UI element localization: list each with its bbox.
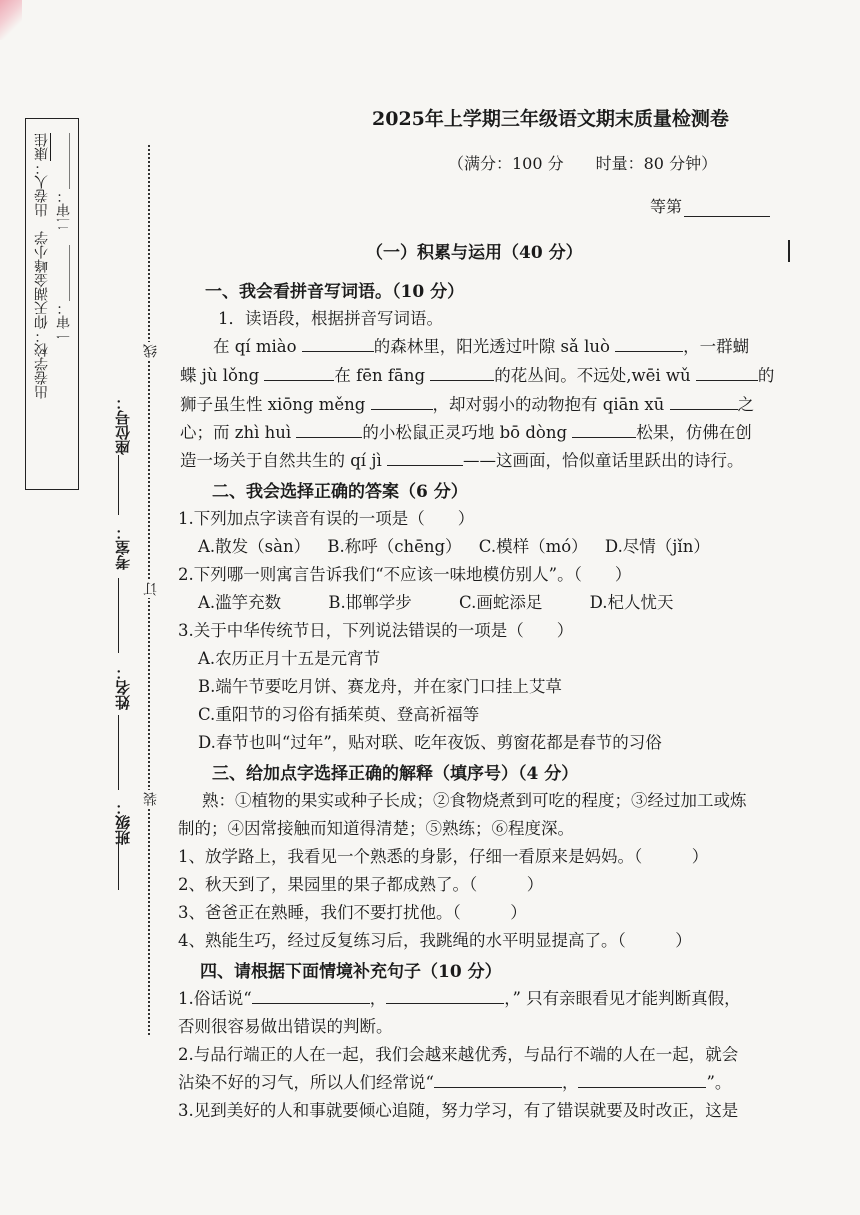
question-4-1-cont: 否则很容易做出错误的判断。 bbox=[178, 1017, 393, 1036]
binding-mark-seal: 装 bbox=[143, 792, 159, 806]
answer-blank[interactable] bbox=[264, 366, 334, 381]
question-3-2: 2、秋天到了，果园里的果子都成熟了。（ ） bbox=[178, 875, 544, 894]
question-2-2: 2.下列哪一则寓言告诉我们“不应该一味地模仿别人”。（ ） bbox=[178, 565, 632, 584]
exam-subtitle: （满分：100 分 时量：80 分钟） bbox=[448, 154, 718, 173]
question-3-3: 3、爸爸正在熟睡，我们不要打扰他。（ ） bbox=[178, 903, 527, 922]
question-4-2-cont: 沾染不好的习气，所以人们经常说“ ， ”。 bbox=[178, 1073, 732, 1092]
option[interactable]: D.尽情（jǐn） bbox=[604, 537, 710, 556]
answer-blank[interactable] bbox=[696, 366, 758, 381]
review-line: 一审：＿＿＿＿ 二审：＿＿＿＿ bbox=[56, 133, 72, 343]
answer-blank[interactable] bbox=[434, 1073, 562, 1088]
option[interactable]: B.邯郸学步 bbox=[328, 593, 412, 612]
binding-mark-bind: 订 bbox=[143, 582, 159, 596]
answer-blank[interactable] bbox=[670, 395, 738, 410]
answer-blank[interactable] bbox=[386, 989, 504, 1004]
option[interactable]: A.散发（sàn） bbox=[198, 537, 311, 556]
class-blank[interactable] bbox=[118, 840, 119, 890]
question-3-4: 4、熟能生巧，经过反复练习后，我跳绳的水平明显提高了。（ ） bbox=[178, 931, 692, 950]
question-2-3: 3.关于中华传统节日，下列说法错误的一项是（ ） bbox=[178, 621, 574, 640]
exam-title: 2025年上学期三年级语文期末质量检测卷 bbox=[372, 108, 729, 130]
author-name: 康佳 bbox=[34, 133, 50, 161]
answer-blank[interactable] bbox=[578, 1073, 706, 1088]
question-2-2-options bbox=[198, 589, 673, 613]
answer-blank[interactable] bbox=[371, 395, 433, 410]
question-3-1: 1、放学路上，我看见一个熟悉的身影，仔细一看原来是妈妈。（ ） bbox=[178, 847, 709, 866]
answer-blank[interactable] bbox=[430, 366, 494, 381]
school-author-line: 出卷学校：仰天湖金峰小学 出卷人：康佳 bbox=[34, 133, 50, 399]
answer-blank[interactable] bbox=[572, 423, 636, 438]
pinyin-line-1: 在 qí miào 的森林里，阳光透过叶隙 sǎ luò ，一群蝴 bbox=[213, 337, 750, 356]
option[interactable]: C.重阳节的习俗有插茱萸、登高祈福等 bbox=[198, 705, 480, 724]
answer-blank[interactable] bbox=[296, 423, 362, 438]
answer-blank[interactable] bbox=[302, 337, 374, 352]
option[interactable]: C.模样（mó） bbox=[478, 537, 588, 556]
section-1-heading: 一、我会看拼音写词语。（10 分） bbox=[205, 282, 465, 302]
question-2-1: 1.下列加点字读音有误的一项是（ ） bbox=[178, 509, 475, 528]
seat-label: 座位号： bbox=[114, 395, 132, 455]
grade-blank[interactable] bbox=[684, 200, 770, 217]
option[interactable]: A.农历正月十五是元宵节 bbox=[198, 649, 381, 668]
answer-blank[interactable] bbox=[252, 989, 370, 1004]
grade-field bbox=[650, 194, 770, 217]
room-blank[interactable] bbox=[118, 578, 119, 653]
option[interactable]: D.春节也叫“过年”，贴对联、吃年夜饭、剪窗花都是春节的习俗 bbox=[198, 733, 662, 752]
binding-mark-line: 线 bbox=[143, 344, 159, 358]
part-one-title: （一）积累与运用（40 分） bbox=[366, 243, 583, 263]
pinyin-line-4: 心；而 zhì huì 的小松鼠正灵巧地 bō dòng 松果，仿佛在创 bbox=[180, 423, 752, 442]
section-4-heading: 四、请根据下面情境补充句子（10 分） bbox=[200, 962, 502, 982]
name-label: 姓名： bbox=[114, 665, 132, 710]
question-4-2: 2.与品行端正的人在一起，我们会越来越优秀，与品行不端的人在一起，就会 bbox=[178, 1045, 739, 1064]
definition-line-2: 制的；④因常接触而知道得清楚；⑤熟练；⑥程度深。 bbox=[178, 819, 574, 838]
option[interactable]: A.滥竽充数 bbox=[198, 593, 282, 612]
question-4-3: 3.见到美好的人和事就要倾心追随，努力学习，有了错误就要及时改正，这是 bbox=[178, 1101, 739, 1120]
name-blank[interactable] bbox=[118, 715, 119, 790]
section-1-instruction: 1．读语段，根据拼音写词语。 bbox=[218, 309, 443, 328]
grade-label: 等第 bbox=[650, 197, 683, 216]
option[interactable]: B.端午节要吃月饼、赛龙舟，并在家门口挂上艾草 bbox=[198, 677, 562, 696]
seat-blank[interactable] bbox=[118, 455, 119, 515]
option[interactable]: D.杞人忧天 bbox=[589, 593, 674, 612]
section-3-heading: 三、给加点字选择正确的解释（填序号）（4 分） bbox=[212, 764, 579, 784]
pinyin-line-3: 狮子虽生性 xiōng měng ，却对弱小的动物抱有 qiān xū 之 bbox=[180, 395, 755, 414]
section-2-heading: 二、我会选择正确的答案（6 分） bbox=[212, 482, 468, 502]
stray-mark bbox=[788, 240, 790, 262]
answer-blank[interactable] bbox=[387, 451, 463, 466]
page-corner-stain bbox=[0, 0, 22, 40]
pinyin-line-5: 造一场关于自然共生的 qí jì ——这画面，恰似童话里跃出的诗行。 bbox=[180, 451, 744, 470]
answer-blank[interactable] bbox=[615, 337, 683, 352]
school-info-box bbox=[25, 118, 79, 490]
class-label: 班级： bbox=[114, 800, 132, 845]
option[interactable]: B.称呼（chēng） bbox=[327, 537, 462, 556]
question-2-1-options bbox=[198, 533, 710, 557]
definition-line-1: 熟：①植物的果实或种子长成；②食物烧煮到可吃的程度；③经过加工或炼 bbox=[202, 791, 747, 810]
room-label: 考室： bbox=[114, 525, 132, 570]
pinyin-line-2: 蝶 jù lǒng 在 fēn fāng 的花丛间。不远处,wēi wǔ 的 bbox=[180, 366, 775, 385]
option[interactable]: C.画蛇添足 bbox=[459, 593, 543, 612]
question-4-1: 1.俗话说“ ， ，” 只有亲眼看见才能判断真假， bbox=[178, 989, 741, 1008]
